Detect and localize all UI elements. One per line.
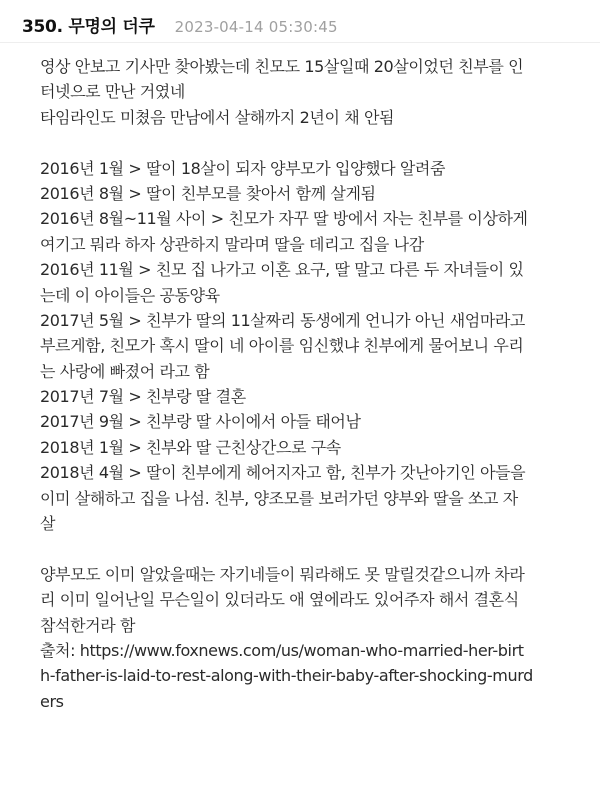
- timeline-line: 2016년 11월 > 친모 집 나가고 이혼 요구, 딸 말고 다른 두 자녀들이 있: [40, 260, 524, 280]
- timeline-line: 2016년 1월 > 딸이 18살이 되자 양부모가 입양했다 알려줌: [40, 158, 446, 178]
- source-line: ers: [40, 691, 64, 711]
- body-line: 타임라인도 미쳤음 만남에서 살해까지 2년이 채 안됨: [40, 107, 395, 127]
- post-body: [40, 54, 580, 714]
- timeline-line: 2016년 8월 > 딸이 친부모를 찾아서 함께 살게됨: [40, 183, 376, 203]
- timeline-line: 2016년 8월~11월 사이 > 친모가 자꾸 딸 방에서 자는 친부를 이상하게: [40, 209, 528, 229]
- header-divider: [0, 42, 600, 43]
- body-line: 양부모도 이미 알았을때는 자기네들이 뭐라해도 못 말릴것같으니까 차라: [40, 564, 525, 584]
- source-line: 출처: https://www.foxnews.com/us/woman-who-married-her-birt: [40, 640, 524, 660]
- blank-line: [40, 536, 580, 561]
- source-line: h-father-is-laid-to-rest-along-with-their-baby-after-shocking-murd: [40, 666, 533, 686]
- timeline-line: 이미 살해하고 집을 나섬. 친부, 양조모를 보러가던 양부와 딸을 쏘고 자: [40, 488, 518, 508]
- body-line: 리 이미 일어난일 무슨일이 있더라도 애 옆에라도 있어주자 해서 결혼식: [40, 590, 519, 610]
- timeline-line: 부르게함, 친모가 혹시 딸이 네 아이를 임신했냐 친부에게 물어보니 우리: [40, 336, 524, 356]
- timeline-line: 는 사랑에 빠졌어 라고 함: [40, 361, 210, 381]
- body-line: 참석한거라 함: [40, 615, 136, 635]
- timeline-line: 2017년 5월 > 친부가 딸의 11살짜리 동생에게 언니가 아닌 새엄마라고: [40, 310, 525, 330]
- body-line: 영상 안보고 기사만 찾아봤는데 친모도 15살일때 20살이었던 친부를 인: [40, 57, 524, 76]
- timeline-line: 2018년 1월 > 친부와 딸 근친상간으로 구속: [40, 437, 341, 457]
- body-line: 터넷으로 만난 거였네: [40, 82, 185, 102]
- timeline-line: 2017년 9월 > 친부랑 딸 사이에서 아들 태어남: [40, 412, 361, 432]
- blank-line: [40, 130, 580, 155]
- post-header: [22, 12, 580, 40]
- timeline-line: 2017년 7월 > 친부랑 딸 결혼: [40, 387, 246, 407]
- post-timestamp: 2023-04-14 05:30:45: [174, 18, 338, 36]
- timeline-line: 2018년 4월 > 딸이 친부에게 헤어지자고 함, 친부가 갓난아기인 아들을: [40, 463, 526, 483]
- timeline-line: 살: [40, 514, 56, 534]
- timeline-line: 는데 이 아이들은 공동양육: [40, 285, 220, 305]
- timeline-line: 여기고 뭐라 하자 상관하지 말라며 딸을 데리고 집을 나감: [40, 234, 424, 254]
- post-title: 350. 무명의 더쿠: [22, 17, 155, 37]
